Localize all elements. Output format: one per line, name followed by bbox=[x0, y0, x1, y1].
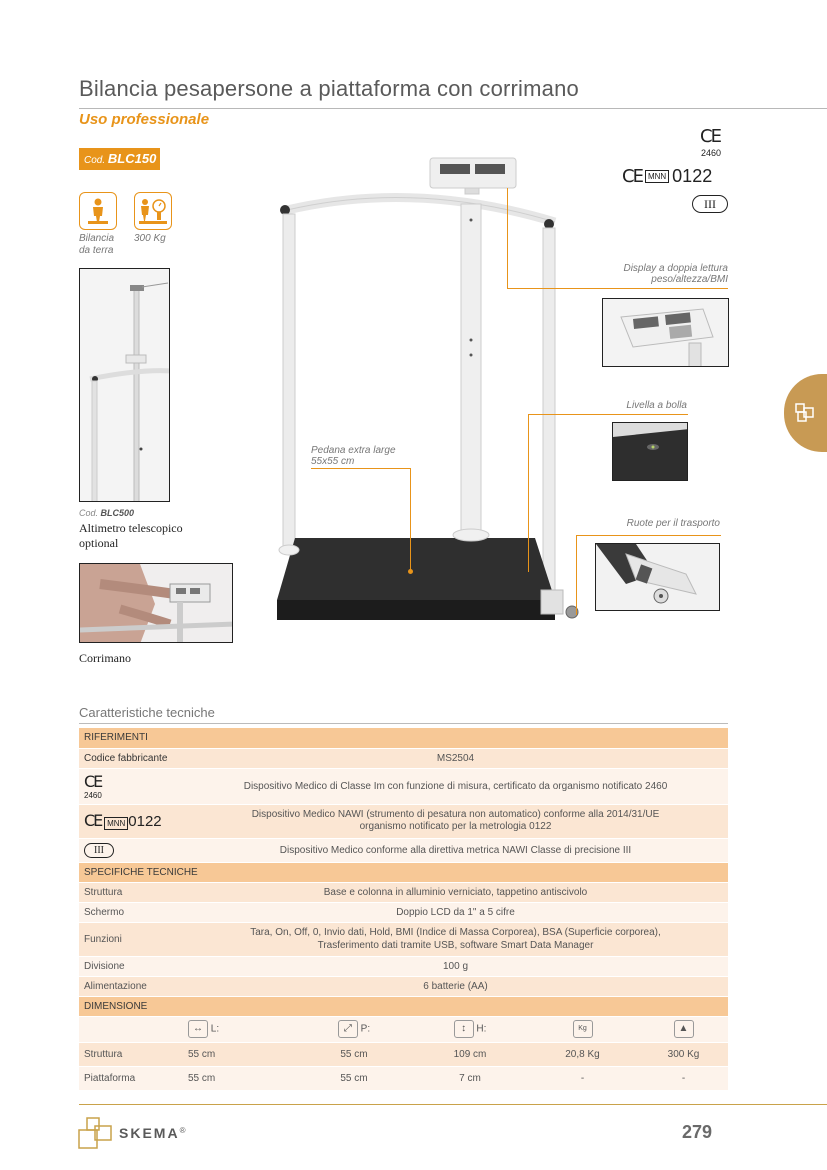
page-title: Bilancia pesapersone a piattaforma con corrimano bbox=[79, 76, 579, 101]
wheels-callout-line-h bbox=[576, 535, 721, 536]
display-callout-2: peso/altezza/BMI bbox=[651, 274, 728, 285]
row-value: MS2504 bbox=[183, 748, 728, 768]
mnn-mark: MNN bbox=[104, 817, 128, 830]
table-row bbox=[79, 768, 728, 804]
row-label: Funzioni bbox=[79, 922, 183, 956]
section-tab[interactable] bbox=[784, 374, 827, 452]
functions-line-2: Trasferimento dati tramite USB, software Smart Data Manager bbox=[317, 940, 594, 951]
ce-mark-icon: CE bbox=[84, 811, 102, 830]
table-row bbox=[79, 804, 728, 838]
ce-mark-icon: CE bbox=[622, 165, 642, 187]
feature-floor-scale bbox=[79, 192, 117, 257]
brand-name: SKEMA bbox=[119, 1125, 180, 1141]
dim-value: 300 Kg bbox=[639, 1042, 728, 1066]
altimeter-code-prefix: Cod. bbox=[79, 508, 99, 518]
feature-label-2: 300 Kg bbox=[134, 233, 166, 244]
table-row bbox=[79, 748, 728, 768]
table-section-header bbox=[79, 996, 728, 1016]
weight-capacity-icon bbox=[134, 192, 172, 230]
handrail-photo bbox=[79, 563, 233, 643]
dim-value: 109 cm bbox=[414, 1042, 526, 1066]
weight-kg-icon: Kg bbox=[573, 1020, 593, 1038]
altimeter-photo bbox=[79, 268, 170, 502]
page-subtitle: Uso professionale bbox=[79, 111, 210, 128]
height-icon: ↕ bbox=[454, 1020, 474, 1038]
title-divider bbox=[79, 108, 827, 109]
level-callout: Livella a bolla bbox=[626, 400, 687, 411]
specs-table bbox=[79, 728, 728, 1091]
platform-callout-line-v bbox=[410, 468, 411, 571]
dim-value: 7 cm bbox=[414, 1066, 526, 1090]
row-value: Doppio LCD da 1" a 5 cifre bbox=[183, 902, 728, 922]
row-label: Codice fabbricante bbox=[79, 748, 183, 768]
table-row bbox=[79, 922, 728, 956]
page-number: 279 bbox=[682, 1122, 713, 1142]
row-label: Struttura bbox=[79, 882, 183, 902]
product-code-badge bbox=[79, 148, 160, 170]
row-label: Divisione bbox=[79, 956, 183, 976]
feature-label-1b: da terra bbox=[79, 245, 114, 256]
table-section-header bbox=[79, 728, 728, 748]
row-value bbox=[183, 922, 728, 956]
dim-header-l: L: bbox=[210, 1023, 220, 1035]
row-value: Dispositivo Medico conforme alla direttiva metrica NAWI Classe di precisione III bbox=[183, 838, 728, 862]
dimension-header-row bbox=[79, 1016, 728, 1042]
product-code: BLC150 bbox=[107, 151, 157, 166]
skema-logo-icon bbox=[77, 1116, 113, 1150]
row-label: Piattaforma bbox=[79, 1066, 183, 1090]
wheels-photo bbox=[595, 543, 720, 611]
display-detail-photo bbox=[602, 298, 729, 367]
tab-logo-icon bbox=[794, 402, 816, 424]
table-row bbox=[79, 1042, 728, 1066]
dim-value: 55 cm bbox=[294, 1042, 414, 1066]
table-row bbox=[79, 956, 728, 976]
row-label: Struttura bbox=[79, 1042, 183, 1066]
width-icon: ↔ bbox=[188, 1020, 208, 1038]
display-callout bbox=[560, 263, 728, 285]
row-value bbox=[183, 804, 728, 838]
table-row bbox=[79, 902, 728, 922]
ce-mark-icon: CE bbox=[84, 771, 102, 791]
depth-icon: ⤢ bbox=[338, 1020, 358, 1038]
section-references: RIFERIMENTI bbox=[79, 728, 728, 748]
row-value: Dispositivo Medico di Classe Im con funzione di misura, certificato da organismo notificato 2460 bbox=[183, 768, 728, 804]
class-cell bbox=[79, 838, 183, 862]
dim-value: 55 cm bbox=[183, 1042, 294, 1066]
ce-notified-body: 2460 bbox=[701, 148, 722, 158]
dim-value: 55 cm bbox=[183, 1066, 294, 1090]
mnn-mark: MNN bbox=[645, 170, 669, 183]
display-callout-1: Display a doppia lettura bbox=[623, 263, 728, 274]
row-value: 100 g bbox=[183, 956, 728, 976]
ce-number: 2460 bbox=[84, 790, 102, 800]
code-prefix: Cod. bbox=[84, 155, 106, 166]
footer-divider bbox=[79, 1104, 827, 1105]
brand-registered: ® bbox=[179, 1125, 186, 1135]
altimeter-code-value: BLC500 bbox=[100, 508, 135, 518]
metrology-mark bbox=[622, 166, 712, 187]
handrail-caption: Corrimano bbox=[79, 651, 131, 665]
platform-callout-dot bbox=[408, 569, 413, 574]
dim-value: 20,8 Kg bbox=[526, 1042, 639, 1066]
dim-header-h: H: bbox=[476, 1023, 487, 1035]
altimeter-code bbox=[79, 508, 134, 518]
dim-value: 55 cm bbox=[294, 1066, 414, 1090]
altimeter-caption-2: optional bbox=[79, 536, 119, 550]
floor-scale-icon bbox=[79, 192, 117, 230]
display-callout-line-h bbox=[507, 288, 728, 289]
table-row bbox=[79, 838, 728, 862]
platform-callout-2: 55x55 cm bbox=[311, 456, 355, 467]
scale-illustration bbox=[265, 150, 595, 655]
class-badge: III bbox=[84, 843, 114, 858]
footer-brand bbox=[77, 1116, 185, 1150]
platform-callout-line-h bbox=[311, 468, 410, 469]
row-label: Schermo bbox=[79, 902, 183, 922]
section-dimensions: DIMENSIONE bbox=[79, 996, 728, 1016]
display-callout-line-v bbox=[507, 188, 508, 289]
dim-value: - bbox=[526, 1066, 639, 1090]
nawi-text-2: organismo notificato per la metrologia 0122 bbox=[359, 821, 552, 832]
table-row bbox=[79, 976, 728, 996]
level-callout-line-v bbox=[528, 414, 529, 572]
table-section-header bbox=[79, 862, 728, 882]
platform-callout-1: Pedana extra large bbox=[311, 445, 396, 456]
nawi-number: 0122 bbox=[128, 813, 162, 830]
functions-line-1: Tara, On, Off, 0, Invio dati, Hold, BMI (Indice di Massa Corporea), BSA (Superficie corporea), bbox=[250, 927, 661, 938]
metrology-number: 0122 bbox=[672, 166, 713, 186]
nawi-text-1: Dispositivo Medico NAWI (strumento di pesatura non automatico) conforme alla 2014/31/UE bbox=[251, 809, 660, 820]
dim-header-p: P: bbox=[360, 1023, 371, 1035]
capacity-weight-icon: ▲ bbox=[674, 1020, 694, 1038]
specs-title: Caratteristiche tecniche bbox=[79, 705, 215, 720]
table-row bbox=[79, 882, 728, 902]
platform-callout bbox=[311, 445, 396, 467]
altimeter-caption-1: Altimetro telescopico bbox=[79, 521, 183, 535]
dim-value: - bbox=[639, 1066, 728, 1090]
ce-cell bbox=[79, 768, 183, 804]
accuracy-class-badge: III bbox=[692, 195, 728, 213]
feature-capacity bbox=[134, 192, 172, 245]
feature-label-1a: Bilancia bbox=[79, 233, 115, 244]
altimeter-caption bbox=[79, 521, 183, 551]
row-label: Alimentazione bbox=[79, 976, 183, 996]
nawi-cell bbox=[79, 804, 183, 838]
wheels-callout: Ruote per il trasporto bbox=[626, 518, 720, 529]
wheels-callout-line-v bbox=[576, 535, 577, 615]
section-technical: SPECIFICHE TECNICHE bbox=[79, 862, 728, 882]
ce-mark-icon: CE bbox=[700, 126, 720, 147]
row-value: Base e colonna in alluminio verniciato, tappetino antiscivolo bbox=[183, 882, 728, 902]
table-row bbox=[79, 1066, 728, 1090]
bubble-level-photo bbox=[612, 422, 688, 481]
row-value: 6 batterie (AA) bbox=[183, 976, 728, 996]
specs-divider bbox=[79, 723, 728, 724]
level-callout-line-h bbox=[528, 414, 688, 415]
